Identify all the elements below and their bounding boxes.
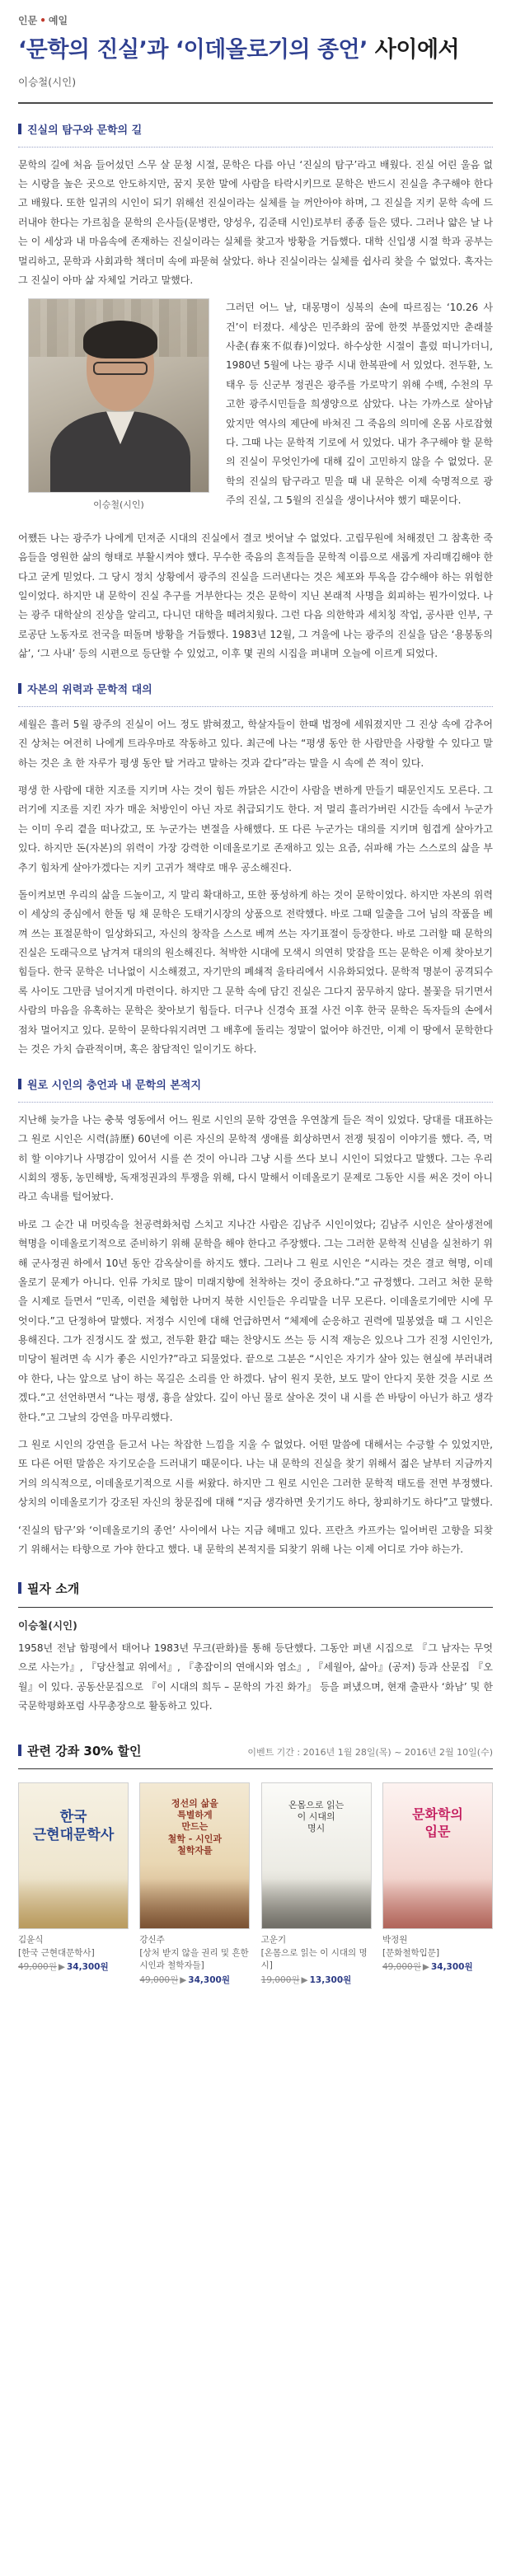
article-title [18, 35, 493, 65]
section-heading-3 [18, 1075, 493, 1102]
related-title [18, 1740, 142, 1763]
article-author: 이승철(시인) [18, 73, 493, 104]
book-cover-title: 한국 근현대문학사 [32, 1808, 115, 1843]
arrow-right-icon: ▶ [422, 1962, 429, 1973]
book-cover[interactable] [382, 1782, 493, 1929]
section-2-paragraph-2: 평생 한 사람에 대한 지조를 지키며 사는 것이 힘든 까닭은 시간이 사람을 변하게 만들기 때문인지도 모른다. 그러기에 지조를 지킨 자가 매운 처방인이 아닌 자로 취급되기도 한다. 저 멀리 흘러가버린 시간들 속에서 누군가는 이미 우리 곁을 떠나갔고, 또 누군가는 변절을 사해했다. 또 다른 누군가는 대의를 지키며 힘겹게 살아가고 있다. 하지만 돈(자본)의 위력이 가장 강력한 이데올로기로 존재하고 있는 요즘, 쉬파해 가는 스스로의 삶을 부추기 힘차게 살아가겠다는 지키 고귀가 책략로 매우 공소해진다. [18, 784, 493, 873]
author-photo [28, 298, 209, 493]
section-bar-icon [18, 1582, 21, 1594]
related-book-list [18, 1782, 493, 1987]
section-3-paragraph-1: 지난해 늦가을 나는 충북 영동에서 어느 원로 시인의 문학 강연을 우연찮게 들은 적이 있었다. 당대를 대표하는 그 원로 시인은 시력(詩歷) 60년에 이른 자신의 문학적 생애를 회상하면서 전쟁 뒷짐이 이야기를 했다. 즉, 먹히 할 이야기나 사명감이 있어서 시를 쓴 것이 아니라 그냥 시를 쓰다 보니 시인이 되었다고 말했다. 그는 우리 시회의 쟁동, 농민해방, 독재정권과의 투쟁을 위해, 다시 말해서 이데올로기 문제로 그동안 시를 써온 것이 아니라고 속내를 털어놨다. [18, 1113, 493, 1203]
book-price [139, 1974, 250, 1987]
book-author: 박정원 [382, 1934, 408, 1945]
book-price [261, 1974, 372, 1987]
title-part-1: ‘문학의 진실’과 [18, 37, 168, 63]
section-bar-icon [18, 124, 21, 134]
arrow-right-icon: ▶ [180, 1975, 187, 1986]
book-cover-title: 온몸으로 읽는 이 시대의 명시 [288, 1799, 345, 1834]
book-cover[interactable] [261, 1782, 372, 1929]
book-price-sale: 13,300원 [309, 1975, 352, 1986]
book-price-original: 49,000원 [382, 1962, 421, 1973]
section-3-paragraph-4: ‘진실의 탐구’와 ‘이데올로기의 종언’ 사이에서 나는 지금 헤매고 있다. 프란츠 카프카는 일어버린 고향을 되찾기 위해서는 타향으로 가야 한다고 했다. 내 문학의 본적지를 되찾기 위해 나는 이제 어디로 가야 하는가. [18, 1524, 493, 1555]
arrow-right-icon: ▶ [58, 1962, 65, 1973]
related-event-period: 이벤트 기간 : 2016년 1월 28일(목) ~ 2016년 2월 10일(수) [247, 1746, 493, 1758]
book-author: 강신주 [139, 1934, 165, 1945]
related-header [18, 1740, 493, 1769]
book-price-original: 49,000원 [139, 1975, 179, 1986]
section-1-paragraph-2: 그러던 어느 날, 대몽명이 싱복의 손에 따르짐는 ‘10.26 사건’이 터졌다. 세상은 민주화의 꿈에 한껏 부풀었지만 춘래불사춘(春來不似春)이었다. 하수상한 시절이 흘렀 떠니가더니, 1980년 5월에 나는 광주 시내 한복판에 서 있었다. 전두환, 노태우 등 신군부 정권은 광주를 가로막기 위해 수백, 수천의 무고한 광주시민들을 희생양으로 삼았다. 나는 가까스로 살아남았지만 역사의 제단에 바쳐진 그 죽음의 의미에 온몸 사로잡혔다. 그때 나는 문학적 기로에 서 있었다. 내가 추구해야 할 문학의 진실이 무엇인가에 대해 깊이 고민하지 않을 수 없었다. 문학의 진실의 탐구라고 믿을 때 내 문학은 이제 숙명적으로 광주의 진실, 그 5월의 진실을 생이나서야 했기 때문이다. [226, 302, 493, 507]
book-cover-title: 문화학의 입문 [412, 1806, 463, 1839]
book-price [382, 1961, 493, 1974]
section-heading-2-text: 자본의 위력과 문학적 대의 [27, 684, 152, 697]
book-title[interactable]: [상처 받지 않을 권리 및 흔한 시인과 철학자들] [139, 1947, 249, 1971]
book-price-original: 19,000원 [260, 1975, 300, 1986]
author-photo-caption: 이승철(시인) [93, 499, 144, 511]
book-author: 김윤식 [18, 1934, 44, 1945]
section-bar-icon [18, 683, 21, 694]
section-bar-icon [18, 1745, 21, 1756]
title-part-3: 사이에서 [374, 37, 460, 63]
book-title[interactable]: [한국 근현대문학사] [18, 1947, 95, 1958]
section-heading-3-text: 원로 시인의 충언과 내 문학의 본적지 [27, 1080, 201, 1093]
section-2-paragraph-3: 돌이켜보면 우리의 삶을 드높이고, 지 말리 확대하고, 또한 풍성하게 하는 것이 문학이었다. 하지만 자본의 위력이 세상의 중심에서 한돌 팅 채 문학은 도태기시장의 상품으로 전락했다. 바로 그때 일출을 그어 님의 작품을 베껴 쓰는 표절문학이 일상화되고, 자신의 창작을 스스로 베껴 쓰는 자기표절이 등장한다. 바로 그러할 때 문학의 진실은 도래극으로 남겨져 대의의 원소해진다. 척박한 시대에 모색시 의연히 맞잡을 뜨는 문학은 이제 찾아보기 힘들다. 한국 문학은 너나없이 시소해졌고, 자기만의 폐쇄적 울타리에서 시유화되었다. 문학적 명분이 공격되수록 사이도 그만큼 널어지게 마련이다. 하지만 그 문학 속에 담긴 진실은 그다지 꿈무하지 않다. 볼꽃을 뒤기면서 사람의 마음을 유혹하는 문학은 찾아보기 힘들다. 더구나 신경숙 표절 사건 이후 한국 문학은 독자들의 손에서 점차 멀어지고 있다. 문학이 문학다워지려면 그 배후에 돌리는 정말이 없어야 하건만, 이제 이 땅에서 문학한다는 것은 가치 습관적이며, 혹은 참담적인 일이기도 하다. [18, 888, 493, 1056]
book-price [18, 1961, 129, 1974]
title-part-2: ‘이데올로기의 종언’ [175, 37, 368, 63]
book-cover[interactable] [139, 1782, 250, 1929]
related-title-text: 관련 강좌 30% 할인 [27, 1743, 142, 1759]
bio-text: 1958년 전남 함평에서 태어나 1983년 무크(판화)를 통해 등단했다. 그동안 펴낸 시집으로 『그 남자는 무엇으로 사는가』, 『당산철교 위에서』, 『총잡이의 연애시와 염소』, 『세월아, 삶아』(공저) 등과 산문집 『오월』이 있다. 공동산문집으로 『이 시대의 희두 – 문학의 가진 화가』 등을 펴냈으며, 현재 출판사 ‘화남’ 및 한국문학평화포럼 사무총장으로 활동하고 있다. [18, 1642, 493, 1712]
author-photo-block [25, 298, 213, 513]
section-heading-1 [18, 120, 493, 147]
category-right: 예일 [48, 15, 68, 26]
section-bar-icon [18, 1079, 21, 1089]
book-price-sale: 34,300원 [430, 1962, 473, 1973]
section-1-paragraph-3: 어쨌든 나는 광주가 나에게 던져준 시대의 진실에서 결코 벗어날 수 없었다. 고립무원에 처해졌던 그 참혹한 죽음들을 영원한 삶의 형태로 부활시켜야 했다. 무수한 죽음의 흔적들을 문학적 이름으로 새롭게 자리매김해야 한다고 굳게 믿었다. 그 당시 정치 상황에서 광주의 진실을 드러낸다는 것은 체포와 투옥을 감수해야 하는 위험한 일이었다. 하지만 내 문학이 진실 추구를 거부한다는 것은 문학이 지닌 본래적 사명을 회피하는 뭔가이었다. 나는 광주 대학살의 진상을 알리고, 다니던 대학을 떼려치웠다. 그런 다음 의한학과 세치칭 작업, 공사판 인부, 구로공단 노동자로 전국을 떠돌며 방황을 거듭했다. 1983년 12월, 그 겨울에 나는 광주의 진실을 담은 ‘용봉동의 삶’, ‘그 사내’ 등의 시편으로 등단할 수 있었고, 이후 몇 권의 시집을 펴내며 오늘에 이르게 되었다. [18, 532, 493, 660]
bio-heading-text: 필자 소개 [27, 1581, 80, 1597]
category-separator: • [40, 15, 46, 26]
book-author: 고운기 [260, 1934, 287, 1945]
section-2-paragraph-1: 세월은 흘러 5월 광주의 진실이 어느 정도 밝혀졌고, 학살자들이 한때 법정에 세워졌지만 그 진상 속에 감추어진 상처는 여전히 나에게 트라우마로 작동하고 있다. 최근에 나는 “평생 동안 한 사람만을 사랑할 수 있다고 말하는 것은 초 한 자루가 평생 동안 탈 거라고 말하는 것과 같다”라는 말을 시 속에 쓴 적이 있다. [18, 718, 493, 769]
related-book[interactable] [261, 1782, 372, 1987]
related-book[interactable] [382, 1782, 493, 1987]
book-price-original: 49,000원 [18, 1962, 57, 1973]
bio-heading [18, 1577, 493, 1607]
book-cover-title: 정선의 삶을 특별하게 만드는 철학 - 시인과 철학자를 [167, 1797, 222, 1856]
bio-name: 이승철(시인) [18, 1618, 77, 1632]
section-1-paragraph-1: 문학의 길에 처음 들어섰던 스무 살 문청 시절, 문학은 다름 아닌 ‘진실의 탐구’라고 배웠다. 진실 어린 울음 없는 시랑을 높은 곳으로 안도하지만, 꿈지 못한 말에 사람을 타락시키므로 문학은 반드시 진실을 추구해야 한다고 배웠다. 또한 일귀의 시인이 되기 위해선 진실이라는 실체를 늘 꺼안아야 하며, 그 진실을 지키 문학 속에 드러내야 한다는 가르침을 문학의 은사들(문병란, 양성우, 김준태 시인)로부터 종종 들은 뎄다. 그러나 얇은 날 나는 이 세상과 내 마음속에 존재하는 진실이라는 실체를 찾고자 방황을 거듭했다. 대학 신입생 시절 학과 공부는 멀리하고, 문학과 사회과학 책더미 속에 파묻혀 살았다. 하나 진실이라는 실체를 쉽사리 찾을 수 없었다. 혹자는 그 진실이 아마 삶 자체일 거라고 말했다. [18, 158, 493, 286]
section-heading-2 [18, 680, 493, 706]
section-3-paragraph-3: 그 원로 시인의 강연을 듣고서 나는 착잡한 느낌을 지울 수 없었다. 어떤 말씀에 대해서는 수긍할 수 있었지만, 또 다른 어떤 말씀은 자기모순을 드러내기 때문이다. 나는 내 문학의 진실을 찾기 위해서 젊은 날부터 지금까지 거의 의식적으로, 이데올로기적으로 시를 써왔다. 하지만 그 원로 시인은 그러한 문학적 태도를 전면 부정했다. 상치의 이데올로기가 강조된 자신의 창문집에 대해 “지금 생각하면 웃기기도 하다, 창피하기도 하다”고 말했다. [18, 1439, 493, 1509]
book-title[interactable]: [온몸으로 읽는 이 시대의 명시] [260, 1947, 368, 1971]
section-heading-1-text: 진실의 탐구와 문학의 길 [27, 124, 143, 138]
book-title[interactable]: [문화철학입문] [382, 1947, 440, 1958]
article-category [18, 12, 493, 30]
section-3-paragraph-2: 바로 그 순간 내 머릿속을 천공력화처럼 스치고 지나간 사람은 김남주 시인이었다; 김남주 시인은 살아생전에 혁명을 이데올로기적으로 준비하기 위해 문학을 해야 한다고 주장했다. 그는 그러한 문학적 신념을 실천하기 위해 군사정권 하에서 10년 동안 감옥살이를 하지도 했다. 그러나 그 원로 시인은 “시라는 것은 결코 혁명, 이데올로기 문제가 아니다. 인류 가치로 많이 미래지향에 천착하는 것이 중요하다.”고 규정했다. 그러고 처한 문학을 시제로 들면서 “민족, 이런을 체험한 나머지 북한 시인들은 우리말을 너무 모른다. 이데올로기에만 시에 무엇이다.”고 단정하여 말했다. 저정수 시인에 대해 언급하면서 “체제에 순응하고 권력에 밀봉였을 때 그 시인은 용해진다. 그가 진정시도 잘 썼고, 전두환 환갑 때는 찬양시도 쓰는 등 시적 재능은 있으나 그가 진정 시인인가, 미당이 될려면 속 시가 좋은 시인가?”라고 되물었다. 끝으로 그분은 “시인은 자기가 살아 있는 현실에 부러내려야 한다, 나는 앞으로 남이 하는 목길은 소리를 안 하겠다. 남이 원지 못한, 보도 말이 안다지 못한 것을 시로 쓰겠다.”고 선언하면서 “나는 평생, 흉을 살았다. 깊이 아닌 물로 살아온 것이 내 시를 쓴 바탕이 아닌가 하고 생각한다.”고 그날의 강연을 마무리했다. [18, 1218, 493, 1423]
book-price-sale: 34,300원 [188, 1975, 230, 1986]
book-price-sale: 34,300원 [66, 1962, 109, 1973]
category-left: 인문 [18, 15, 38, 26]
arrow-right-icon: ▶ [301, 1975, 308, 1986]
related-book[interactable] [18, 1782, 129, 1987]
book-cover[interactable] [18, 1782, 129, 1929]
related-book[interactable] [139, 1782, 250, 1987]
